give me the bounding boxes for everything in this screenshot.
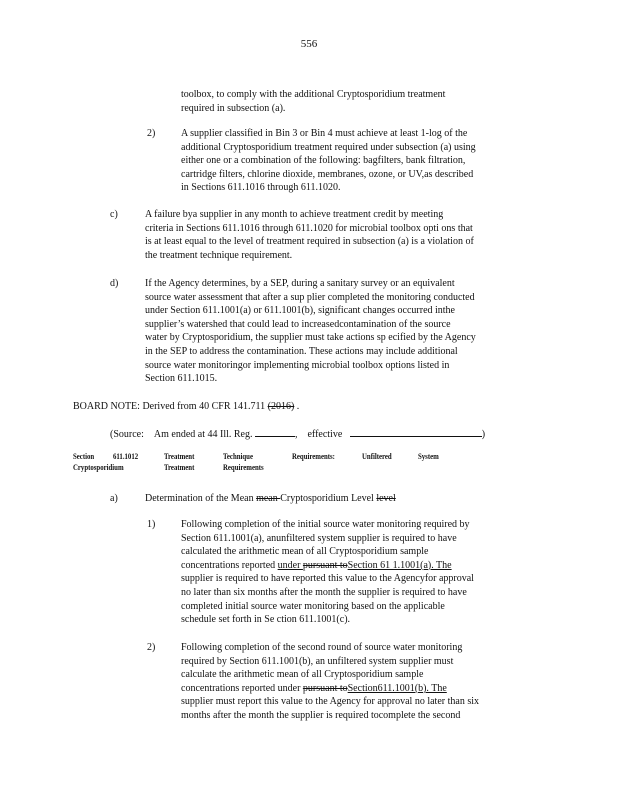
text-line: in Sections 611.1016 through 611.1020.: [181, 182, 341, 194]
text-line: water by Cryptosporidium, the supplier must take actions sp ecified by the Agency: [145, 332, 476, 344]
text-line: calculated the arithmetic mean of all Cryptosporidium sample: [181, 546, 429, 558]
text-line: under Section 611.1001(a) or 611.1001(b), significant changes occurred inthe: [145, 305, 455, 317]
section-title-word: Cryptosporidium: [73, 463, 124, 472]
section-title-word: Unfiltered: [362, 452, 392, 461]
item-a1-text: [181, 518, 474, 627]
text-line: source water monitoringor implementing microbial toolbox options listed in: [145, 359, 450, 371]
board-note: [73, 400, 299, 414]
text-line: source water assessment that after a sup plier completed the monitoring conducted: [145, 291, 475, 303]
register-page-blank: [255, 426, 295, 437]
text-line: concentrations reported under pursuant toSection611.1001(b). The: [181, 682, 447, 694]
source-close: ): [481, 429, 486, 440]
text-line: If the Agency determines, by a SEP, during a sanitary survey or an equivalent: [145, 278, 455, 289]
text-line: A supplier classified in Bin 3 or Bin 4 must achieve at least 1-log of the: [181, 128, 468, 139]
text-line: Section 611.1015.: [145, 373, 218, 385]
item-2-text: [181, 127, 476, 195]
item-a2-text: [181, 641, 479, 723]
text-line: supplier must report this value to the Agency for approval no later than six: [181, 696, 479, 708]
continuation-text: [181, 88, 445, 115]
text-line: Section 611.1001(a), anunfiltered system supplier is required to have: [181, 532, 457, 544]
page-number: 556: [300, 38, 318, 50]
item-d-text: [145, 277, 476, 386]
text-line: criteria in Sections 611.1016 through 611.1020 for microbial toolbox opti ons that: [145, 222, 473, 234]
text-line: the treatment technique requirement.: [145, 249, 293, 261]
source-line: [110, 426, 485, 442]
section-number: 611.1012: [113, 452, 139, 461]
text-line: months after the month the supplier is required tocomplete the second: [181, 709, 461, 721]
item-label-c: c): [110, 209, 118, 220]
source-comma: ,: [294, 429, 298, 440]
section-title-word: Treatment: [164, 452, 195, 461]
heading-text: Determination of the Mean: [145, 493, 257, 504]
item-c-text: [145, 208, 474, 262]
heading-struck: mean: [256, 493, 281, 504]
text-line: A failure bya supplier in any month to achieve treatment credit by meeting: [145, 209, 444, 220]
section-title-word: Requirements: [223, 463, 264, 472]
text-line: calculate the arithmetic mean of all Cryptosporidium sample: [181, 669, 424, 681]
section-title-word: Treatment: [164, 463, 195, 472]
text-line: no later than six months after the month the supplier is required to have: [181, 586, 467, 598]
text-line: either one or a combination of the following: bagfilters, bank filtration,: [181, 155, 466, 167]
text-line: schedule set forth in Se ction 611.1001(c).: [181, 614, 351, 626]
text-line: concentrations reported under pursuant toSection 61 1.1001(a). The: [181, 559, 452, 571]
source-amended: Am ended at 44 Ill. Reg.: [153, 429, 253, 440]
item-label-a2: 2): [147, 642, 156, 653]
struck-text: pursuant to: [302, 559, 348, 571]
section-header-col3: [164, 451, 194, 473]
heading-text: Cryptosporidium Level: [280, 493, 377, 504]
text-line: additional Cryptosporidium treatment required under subsection (a) using: [181, 141, 476, 153]
text-line: toolbox, to comply with the additional Cryptosporidium treatment: [181, 89, 446, 100]
source-effective: effective: [307, 429, 343, 440]
struck-text: pursuant to: [302, 682, 348, 694]
text-line: required by Section 611.1001(b), an unfiltered system supplier must: [181, 655, 454, 667]
item-label-d: d): [110, 278, 119, 289]
text-line: supplier is required to have reported this value to the Agencyfor approval: [181, 573, 474, 585]
heading-struck: level: [376, 493, 396, 504]
text-line: Following completion of the second round of source water monitoring: [181, 642, 463, 653]
section-label: Section: [73, 452, 95, 461]
item-a-heading: [145, 492, 396, 506]
section-title-word: System: [418, 452, 439, 461]
text-line: required in subsection (a).: [181, 102, 286, 114]
text-line: is at least equal to the level of treatment required in subsection (a) is a violation of: [145, 236, 474, 248]
section-header-col4: [223, 451, 264, 473]
effective-date-blank: [350, 426, 482, 437]
text-line: in the SEP to address the contamination. These actions may include additional: [145, 345, 458, 357]
item-label-2: 2): [147, 128, 156, 139]
item-label-a1: 1): [147, 519, 156, 530]
text-line: cartridge filters, chlorine dioxide, membranes, ozone, or UV,as described: [181, 168, 474, 180]
item-label-a: a): [110, 493, 118, 504]
text-line: completed initial source water monitoring based on the applicable: [181, 600, 445, 612]
board-note-prefix: BOARD NOTE: Derived from 40 CFR 141.711: [73, 401, 268, 412]
inserted-text: Section611.1001(b). The: [347, 682, 447, 694]
text-line: supplier’s watershed that could lead to increasedcontamination of the source: [145, 318, 451, 330]
inserted-text: Section 61 1.1001(a). The: [347, 559, 452, 571]
section-title-word: Requirements:: [292, 452, 335, 461]
board-note-struck: (2016): [267, 401, 295, 412]
board-note-suffix: .: [294, 401, 300, 412]
board-note-line: [73, 400, 299, 414]
text-line: Following completion of the initial source water monitoring required by: [181, 519, 470, 530]
inserted-text: under: [277, 559, 303, 571]
section-title-word: Technique: [223, 452, 253, 461]
source-open: (Source:: [110, 429, 144, 440]
